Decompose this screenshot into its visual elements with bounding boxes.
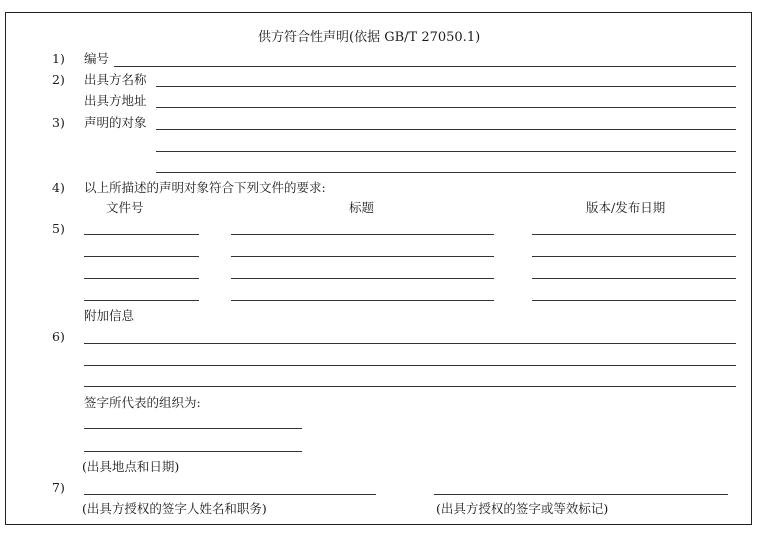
field-doc-no-line-4[interactable] (84, 300, 199, 301)
field-object-line-1[interactable] (156, 129, 736, 130)
item-number-3: 3) (52, 115, 65, 130)
label-issuer-address: 出具方地址 (84, 93, 147, 108)
field-title-line-1[interactable] (231, 234, 494, 235)
field-signatory-name-line[interactable] (84, 494, 376, 495)
item-number-5: 5) (52, 221, 65, 236)
form-title: 供方符合性声明(依据 GB/T 27050.1) (258, 30, 481, 45)
column-header-doc-no: 文件号 (106, 200, 144, 215)
field-edition-line-1[interactable] (532, 234, 736, 235)
field-title-line-4[interactable] (231, 300, 494, 301)
form-frame (5, 12, 752, 525)
label-place-date: (出具地点和日期) (82, 459, 180, 474)
field-signature-line[interactable] (434, 494, 728, 495)
item-number-4: 4) (52, 180, 65, 195)
field-doc-no-line-3[interactable] (84, 278, 199, 279)
field-title-line-3[interactable] (231, 278, 494, 279)
item-number-7: 7) (52, 480, 65, 495)
label-signed-for: 签字所代表的组织为: (84, 395, 201, 410)
label-additional-info: 附加信息 (84, 308, 135, 323)
field-title-line-2[interactable] (231, 256, 494, 257)
column-header-title: 标题 (349, 200, 375, 215)
item-number-1: 1) (52, 51, 65, 66)
field-number-line[interactable] (114, 66, 736, 67)
column-header-edition-date: 版本/发布日期 (586, 200, 666, 215)
field-issuer-address-line[interactable] (156, 107, 736, 108)
field-issuer-name-line[interactable] (156, 86, 736, 87)
field-doc-no-line-2[interactable] (84, 256, 199, 257)
item-number-2: 2) (52, 72, 65, 87)
field-object-line-2[interactable] (156, 151, 736, 152)
label-signatory-name-title: (出具方授权的签字人姓名和职务) (82, 501, 267, 516)
item-number-6: 6) (52, 329, 65, 344)
label-number: 编号 (84, 51, 110, 66)
label-issuer-name: 出具方名称 (84, 72, 147, 87)
field-edition-line-4[interactable] (532, 300, 736, 301)
field-additional-line-3[interactable] (84, 386, 736, 387)
label-declaration-object: 声明的对象 (84, 115, 147, 130)
field-organization-line-2[interactable] (84, 451, 302, 452)
label-conformity-statement: 以上所描述的声明对象符合下列文件的要求: (84, 180, 326, 195)
label-signature-mark: (出具方授权的签字或等效标记) (436, 501, 609, 516)
field-object-line-3[interactable] (156, 172, 736, 173)
field-additional-line-2[interactable] (84, 365, 736, 366)
field-additional-line-1[interactable] (84, 343, 736, 344)
field-edition-line-2[interactable] (532, 256, 736, 257)
field-organization-line-1[interactable] (84, 428, 302, 429)
field-edition-line-3[interactable] (532, 278, 736, 279)
field-doc-no-line-1[interactable] (84, 234, 199, 235)
